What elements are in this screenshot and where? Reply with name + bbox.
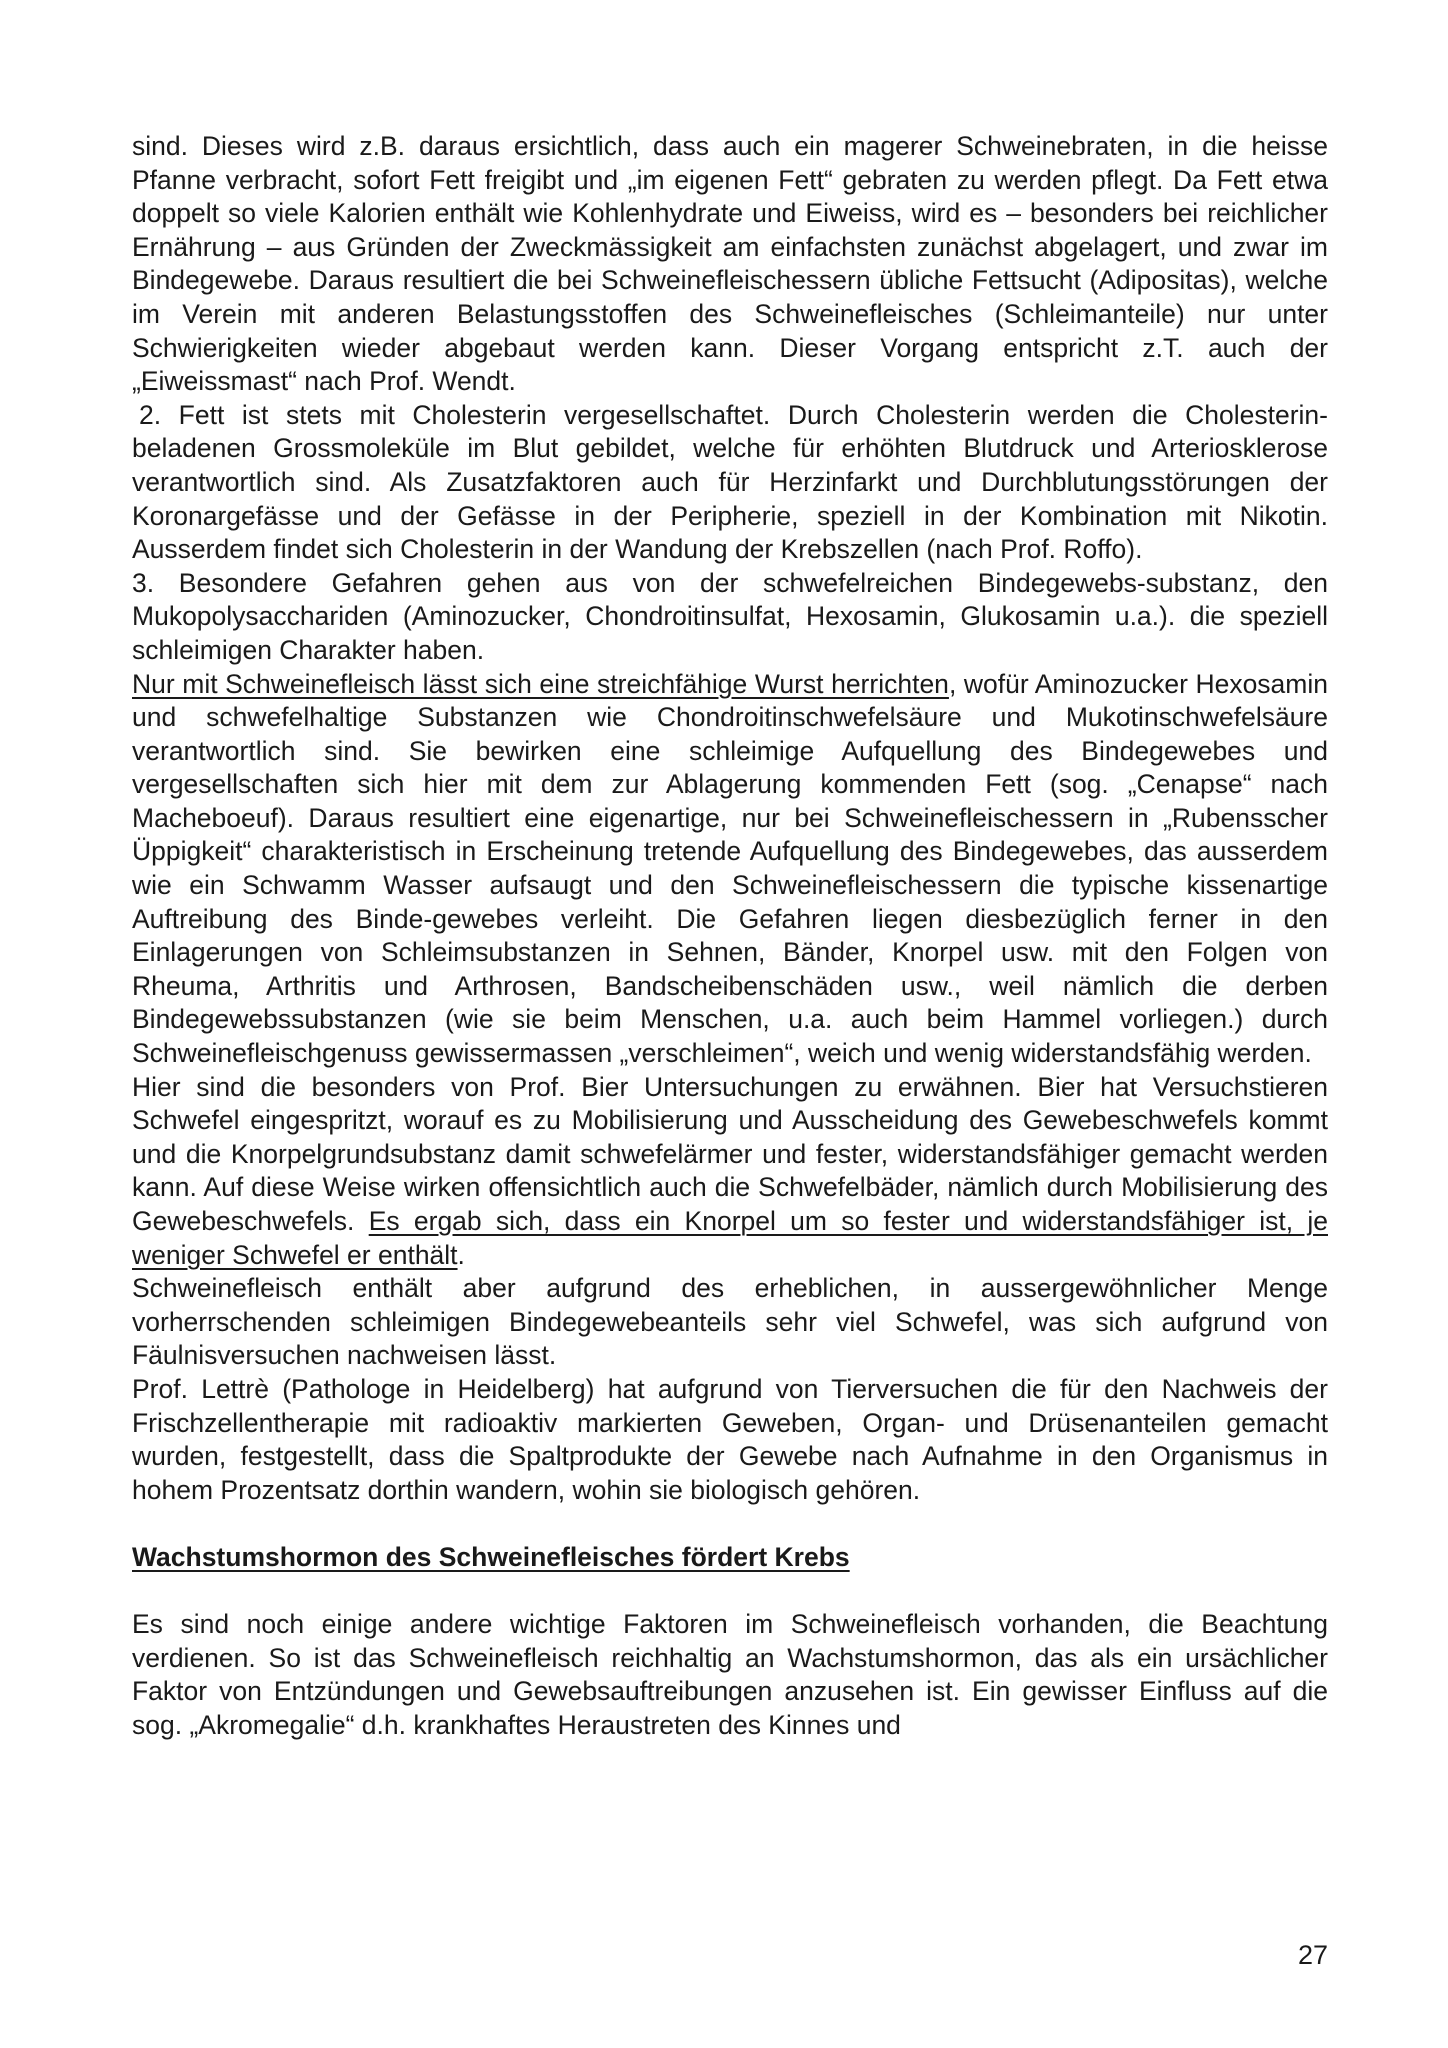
spacer bbox=[132, 1507, 1328, 1541]
section-heading: Wachstumshormon des Schweinefleisches fördert Krebs bbox=[132, 1541, 850, 1572]
paragraph-lettre: Prof. Lettrè (Pathologe in Heidelberg) hat aufgrund von Tierversuchen die für den Nachweis der Frischzellentherapie mit radioaktiv markierten Geweben, Organ- und Drüsenanteilen gemacht wurden, festgestellt, dass die Spaltprodukte der Gewebe nach Aufnahme in den Organismus in hohem Prozentsatz dorthin wandern, wohin sie biologisch gehören. bbox=[132, 1373, 1328, 1505]
paragraph-sausage bbox=[132, 668, 1328, 1071]
paragraph-cholesterol: 2. Fett ist stets mit Cholesterin vergesellschaftet. Durch Cholesterin werden die Cholesterin-beladenen Grossmoleküle im Blut gebildet, welche für erhöhten Blutdruck und Arteriosklerose verantwortlich sind. Als Zusatzfaktoren auch für Herzinfarkt und Durchblutungsstörungen der Koronargefässe und der Gefässe in der Peripherie, speziell in der Kombination mit Nikotin. Ausserdem findet sich Cholesterin in der Wandung der Krebszellen (nach Prof. Roffo). bbox=[132, 399, 1328, 565]
paragraph-sausage-text: , wofür Aminozucker Hexosamin und schwefelhaltige Substanzen wie Chondroitinschwefelsäure und Mukotinschwefelsäure verantwortlich sind. Sie bewirken eine schleimige Aufquellung des Bindegewebes und vergesellschaften sich hier mit dem zur Ablagerung kommenden Fett (sog. „Cenapse“ nach Macheboeuf). Daraus resultiert eine eigenartige, nur bei Schweinefleischessern in „Rubensscher Üppigkeit“ charakteristisch in Erscheinung tretende Aufquellung des Bindegewebes, das ausserdem wie ein Schwamm Wasser aufsaugt und den Schweinefleischessern die typische kissenartige Auftreibung des Binde-gewebes verleiht. Die Gefahren liegen diesbezüglich ferner in den Einlagerungen von Schleimsubstanzen in Sehnen, Bänder, Knorpel usw. mit den Folgen von Rheuma, Arthritis und Arthrosen, Bandscheibenschäden usw., weil nämlich die derben Bindegewebssubstanzen (wie sie beim Menschen, u.a. auch beim Hammel vorliegen.) durch Schweinefleischgenuss gewissermassen „verschleimen“, weich und wenig widerstandsfähig werden. bbox=[132, 668, 1328, 1069]
paragraph-bier-end: . bbox=[457, 1239, 465, 1270]
underlined-cartilage-statement: Es ergab sich, dass ein Knorpel um so fester und widerstandsfähiger ist, je weniger Schwefel er enthält bbox=[132, 1206, 1328, 1270]
page-number: 27 bbox=[1297, 1940, 1328, 1970]
document-page bbox=[132, 130, 1328, 1743]
paragraph-bier-experiments bbox=[132, 1071, 1328, 1273]
paragraph-growth-hormone: Es sind noch einige andere wichtige Faktoren im Schweinefleisch vorhanden, die Beachtung verdienen. So ist das Schweinefleisch reichhaltig an Wachstumshormon, das als ein ursächlicher Faktor von Entzündungen und Gewebsauftreibungen anzusehen ist. Ein gewisser Einfluss auf die sog. „Akromegalie“ d.h. krankhaftes Heraustreten des Kinnes und bbox=[132, 1609, 1328, 1740]
paragraph-bier-text: Hier sind die besonders von Prof. Bier Untersuchungen zu erwähnen. Bier hat Versuchstieren Schwefel eingespritzt, worauf es zu Mobilisierung und Ausscheidung des Gewebeschwefels kommt und die Knorpelgrundsubstanz damit schwefelärmer und fester, widerstandsfähiger gemacht werden kann. Auf diese Weise wirken offensichtlich auch die Schwefelbäder, nämlich durch Mobilisierung des Gewebeschwefels. bbox=[132, 1071, 1328, 1236]
paragraph-fat-storage: sind. Dieses wird z.B. daraus ersichtlich, dass auch ein magerer Schweinebraten, in die heisse Pfanne verbracht, sofort Fett freigibt und „im eigenen Fett“ gebraten zu werden pflegt. Da Fett etwa doppelt so viele Kalorien enthält wie Kohlenhydrate und Eiweiss, wird es – besonders bei reichlicher Ernährung – aus Gründen der Zweckmässigkeit am einfachsten zunächst abgelagert, und zwar im Bindegewebe. Daraus resultiert die bei Schweinefleischessern übliche Fettsucht (Adipositas), welche im Verein mit anderen Belastungsstoffen des Schweinefleisches (Schleimanteile) nur unter Schwierigkeiten wieder abgebaut werden kann. Dieser Vorgang entspricht z.T. auch der „Eiweissmast“ nach Prof. Wendt. bbox=[132, 131, 1328, 397]
paragraph-sulfur-content: Schweinefleisch enthält aber aufgrund des erheblichen, in aussergewöhnlicher Menge vorherrschenden schleimigen Bindegewebeanteils sehr viel Schwefel, was sich aufgrund von Fäulnisversuchen nachweisen lässt. bbox=[132, 1273, 1328, 1371]
underlined-sausage-statement: Nur mit Schweinefleisch lässt sich eine streichfähige Wurst herrichten bbox=[132, 668, 949, 699]
spacer bbox=[132, 1575, 1328, 1609]
paragraph-mucopolysaccharides: 3. Besondere Gefahren gehen aus von der schwefelreichen Bindegewebs-substanz, den Mukopolysacchariden (Aminozucker, Chondroitinsulfat, Hexosamin, Glukosamin u.a.). die speziell schleimigen Charakter haben. bbox=[132, 567, 1328, 665]
